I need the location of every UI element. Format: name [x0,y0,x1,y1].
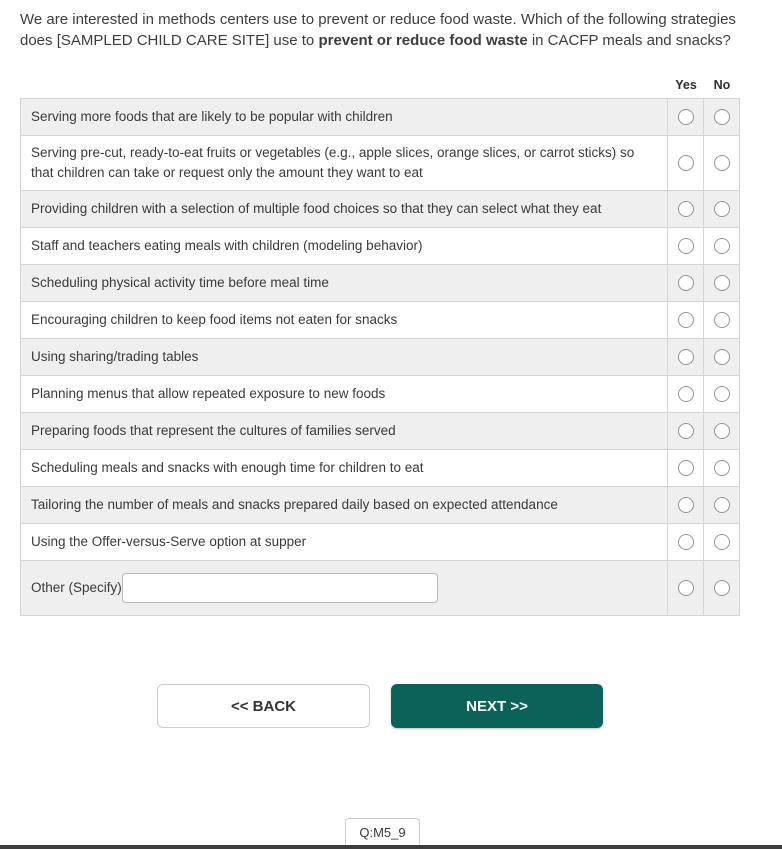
question-text-pre: We are interested in methods centers use to prevent or reduce food waste. Which of the following strategies does [SAMPLED CHILD CARE SITE] use to [20,11,736,49]
no-radio[interactable] [714,423,730,439]
no-radio-cell[interactable] [703,191,739,227]
strategy-label: Using the Offer-versus-Serve option at supper [31,534,307,549]
no-radio-cell[interactable] [703,413,739,449]
no-radio[interactable] [714,460,730,476]
strategy-label: Scheduling physical activity time before meal time [31,275,329,290]
yes-radio[interactable] [678,275,694,291]
other-specify-input[interactable] [122,573,438,603]
yes-radio-cell[interactable] [667,191,703,227]
question-id-badge [345,818,420,845]
strategy-table [20,98,740,616]
strategy-label: Staff and teachers eating meals with children (modeling behavior) [31,238,423,253]
table-row [20,487,740,524]
yes-radio-cell[interactable] [667,228,703,264]
yes-radio-cell[interactable] [667,524,703,560]
back-button[interactable]: << BACK [157,684,370,728]
table-row [20,450,740,487]
yes-radio[interactable] [678,460,694,476]
no-radio-cell[interactable] [703,450,739,486]
strategy-label-cell [21,376,667,412]
strategy-label-cell [21,191,667,227]
table-row [20,265,740,302]
strategy-label: Using sharing/trading tables [31,349,199,364]
question-text [20,9,740,51]
strategy-label-cell [21,487,667,523]
yes-radio[interactable] [678,109,694,125]
no-radio[interactable] [714,386,730,402]
strategy-label-cell [21,265,667,301]
strategy-label-cell [21,413,667,449]
no-radio[interactable] [714,275,730,291]
strategy-label-cell [21,302,667,338]
yes-radio[interactable] [678,497,694,513]
no-radio[interactable] [714,201,730,217]
no-radio[interactable] [714,155,730,171]
no-radio[interactable] [714,109,730,125]
no-radio-cell[interactable] [703,99,739,135]
strategy-label: Other (Specify) [31,580,122,595]
yes-radio-cell[interactable] [667,99,703,135]
table-row [20,339,740,376]
button-bar [157,684,762,728]
yes-radio-cell[interactable] [667,302,703,338]
footer-divider-bar [0,845,782,849]
strategy-label-cell [21,228,667,264]
no-radio-cell[interactable] [703,228,739,264]
question-text-bold: prevent or reduce food waste [318,32,528,49]
strategy-label: Serving more foods that are likely to be popular with children [31,109,393,124]
no-radio-cell[interactable] [703,302,739,338]
no-radio[interactable] [714,497,730,513]
strategy-label: Encouraging children to keep food items not eaten for snacks [31,312,398,327]
no-radio-cell[interactable] [703,339,739,375]
yes-radio[interactable] [678,155,694,171]
no-radio-cell[interactable] [703,524,739,560]
yes-radio[interactable] [678,580,694,596]
no-radio[interactable] [714,580,730,596]
yes-radio[interactable] [678,423,694,439]
table-row [20,561,740,616]
yes-radio[interactable] [678,386,694,402]
table-row [20,524,740,561]
strategy-label: Preparing foods that represent the cultures of families served [31,423,396,438]
table-row [20,136,740,191]
no-radio-cell[interactable] [703,487,739,523]
question-text-post: in CACFP meals and snacks? [527,32,731,49]
no-radio-cell[interactable] [703,136,739,190]
no-radio[interactable] [714,312,730,328]
strategy-label-cell [21,99,667,135]
yes-radio-cell[interactable] [667,413,703,449]
table-row [20,99,740,136]
yes-radio-cell[interactable] [667,136,703,190]
no-radio-cell[interactable] [703,376,739,412]
next-button[interactable]: NEXT >> [391,684,603,728]
strategy-label-cell [21,561,667,615]
strategy-label: Planning menus that allow repeated exposure to new foods [31,386,386,401]
strategy-label-cell [21,450,667,486]
no-radio-cell[interactable] [703,561,739,615]
table-row [20,413,740,450]
yes-radio-cell[interactable] [667,487,703,523]
yes-radio-cell[interactable] [667,450,703,486]
question-id-label: Q:M5_9 [359,824,406,840]
no-radio[interactable] [714,238,730,254]
table-row [20,228,740,265]
strategy-label: Serving pre-cut, ready-to-eat fruits or vegetables (e.g., apple slices, orange slices, or carrot sticks) so that children can take or request only the amount they want to eat [31,145,635,180]
strategy-label-cell [21,339,667,375]
no-radio-cell[interactable] [703,265,739,301]
yes-radio[interactable] [678,312,694,328]
strategy-label: Providing children with a selection of multiple food choices so that they can select what they eat [31,201,602,216]
strategy-label-cell [21,524,667,560]
no-radio[interactable] [714,349,730,365]
no-radio[interactable] [714,534,730,550]
yes-radio-cell[interactable] [667,265,703,301]
yes-radio-cell[interactable] [667,376,703,412]
table-row [20,191,740,228]
yes-radio[interactable] [678,201,694,217]
column-header-no: No [713,78,731,92]
table-row [20,302,740,339]
column-headers [20,78,740,92]
yes-radio[interactable] [678,534,694,550]
column-header-yes: Yes [675,78,697,92]
table-row [20,376,740,413]
strategy-label-cell [21,136,667,190]
strategy-label: Scheduling meals and snacks with enough time for children to eat [31,460,424,475]
column-header-spacer [20,78,668,92]
strategy-label: Tailoring the number of meals and snacks prepared daily based on expected attendance [31,497,558,512]
yes-radio[interactable] [678,238,694,254]
yes-radio-cell[interactable] [667,561,703,615]
yes-radio[interactable] [678,349,694,365]
yes-radio-cell[interactable] [667,339,703,375]
